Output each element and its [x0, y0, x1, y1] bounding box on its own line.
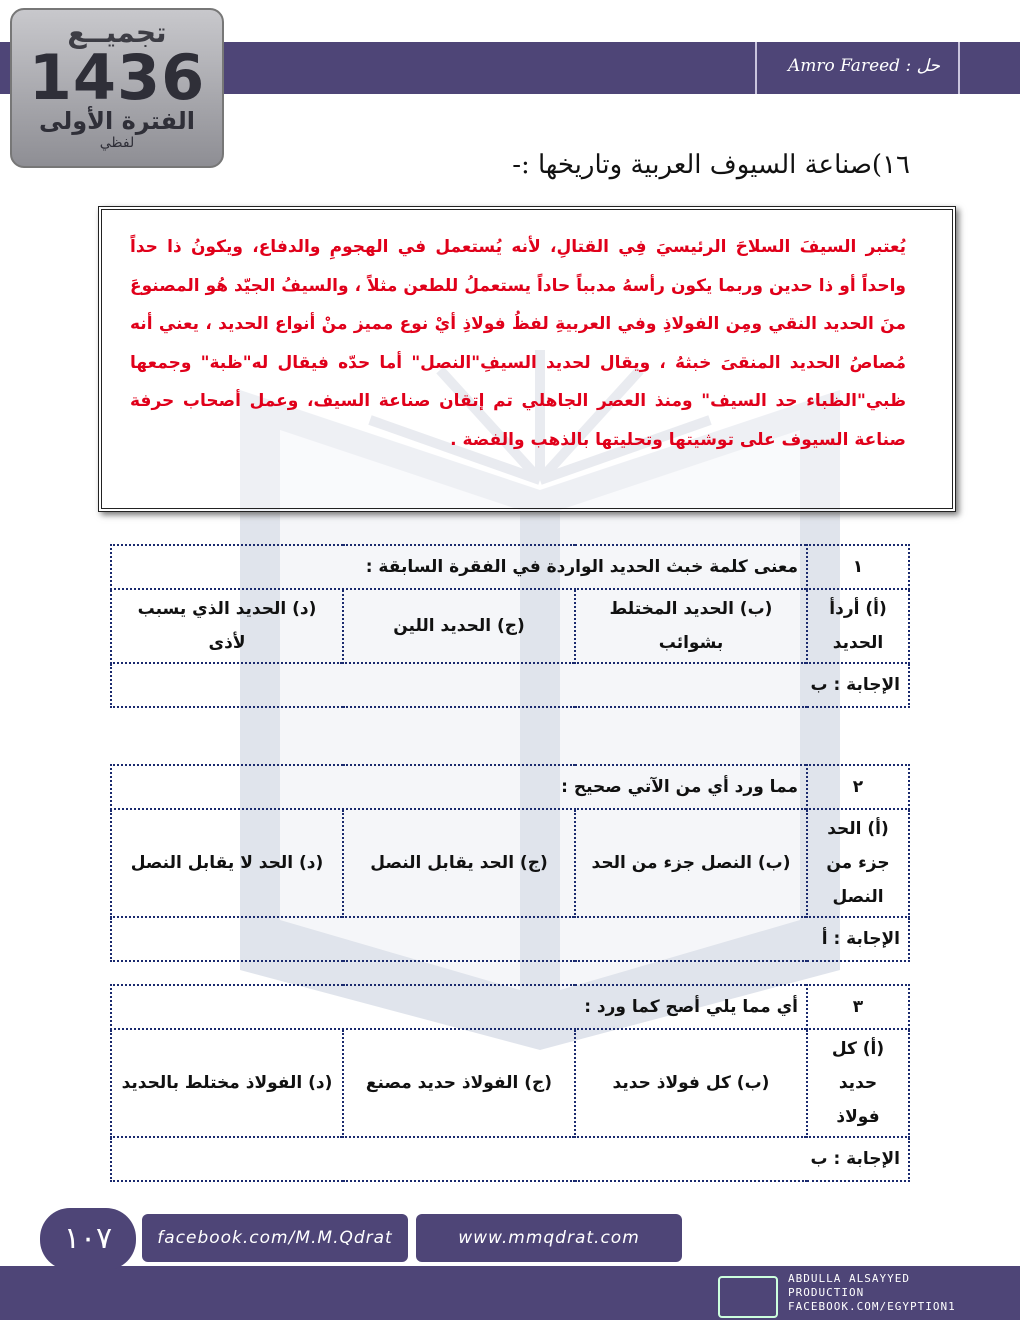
banner-divider — [958, 42, 960, 94]
banner-divider — [755, 42, 757, 94]
question-table-1 — [110, 544, 910, 708]
facebook-link[interactable]: facebook.com/M.M.Qdrat — [142, 1214, 408, 1262]
credit-production: PRODUCTION — [788, 1286, 865, 1299]
reading-passage-text: يُعتبر السيفَ السلاحَ الرئيسيَ فِي القتالِ، لأنه يُستعمل في الهجومِ والدفاع، ويكونُ ذا حداً واحداً أو ذا حدين وربما يكون رأسهُ مدبباً حاداً يستعملُ للطعن مثلاً ، والسيفُ الجيّد هُو المصنوعَ منَ الحديد النقي ومِن الفولاذِ وفي العربيةِ لفظُ فولاذِ أيْ نوع مميز منْ أنواع الحديد ، يعني أنه مُصاصُ الحديد المنقىَ خبثهُ ، ويقال لحديد السيفِ"النصل" أما حدّه فيقال له"ظبة" وجمعها ظبي"الظباء حد السيف" ومنذ العصر الجاهلي تم إتقان صناعة السيف، وعمل أصحاب حرفة صناعة السيوف على توشيتها وتحليتها بالذهب والفضة . — [130, 237, 906, 450]
credit-text — [788, 1272, 956, 1314]
question-table-2 — [110, 764, 910, 962]
website-link[interactable]: www.mmqdrat.com — [416, 1214, 682, 1262]
credit-url: FACEBOOK.COM/EGYPTION1 — [788, 1300, 956, 1313]
solver-name: Amro Fareed — [788, 56, 901, 76]
answer-row: الإجابة : ب — [111, 1137, 909, 1181]
collection-logo — [10, 8, 224, 168]
question-number: ١ — [807, 545, 909, 589]
option-d: (د) الحد لا يقابل النصل — [111, 809, 343, 917]
solver-credit — [770, 56, 940, 76]
option-d: (د) الحديد الذي يسبب لأذى — [111, 589, 343, 663]
option-b: (ب) النصل جزء من الحد — [575, 809, 807, 917]
logo-section: لفظي — [99, 135, 135, 151]
camera-logo-icon — [718, 1276, 778, 1318]
logo-title: تجميــع — [67, 16, 167, 49]
option-d: (د) الفولاذ مختلط بالحديد — [111, 1029, 343, 1137]
solver-label: حل : — [905, 56, 940, 76]
reading-passage-box — [98, 206, 956, 512]
answer-row: الإجابة : ب — [111, 663, 909, 707]
question-number: ٢ — [807, 765, 909, 809]
option-a: (أ) كل حديد فولاذ — [807, 1029, 909, 1137]
credit-name: ABDULLA ALSAYYED — [788, 1272, 910, 1285]
option-a: (أ) أردأ الحديد — [807, 589, 909, 663]
option-c: (ج) الحد يقابل النصل — [343, 809, 575, 917]
question-table-3 — [110, 984, 910, 1182]
option-b: (ب) الحديد المختلط بشوائب — [575, 589, 807, 663]
logo-period: الفترة الأولى — [38, 107, 196, 135]
option-c: (ج) الفولاذ حديد مصنع — [343, 1029, 575, 1137]
section-heading: ١٦)صناعة السيوف العربية وتاريخها :- — [512, 150, 910, 180]
question-stem: أي مما يلي أصح كما ورد : — [111, 985, 807, 1029]
production-credit — [718, 1272, 1018, 1318]
question-stem: مما ورد أي من الآتي صحيح : — [111, 765, 807, 809]
logo-year: 1436 — [28, 41, 206, 114]
question-number: ٣ — [807, 985, 909, 1029]
page-number: ١٠٧ — [40, 1208, 136, 1270]
answer-row: الإجابة : أ — [111, 917, 909, 961]
option-b: (ب) كل فولاذ حديد — [575, 1029, 807, 1137]
option-c: (ج) الحديد اللين — [343, 589, 575, 663]
option-a: (أ) الحد جزء من النصل — [807, 809, 909, 917]
question-stem: معنى كلمة خبث الحديد الواردة في الفقرة السابقة : — [111, 545, 807, 589]
